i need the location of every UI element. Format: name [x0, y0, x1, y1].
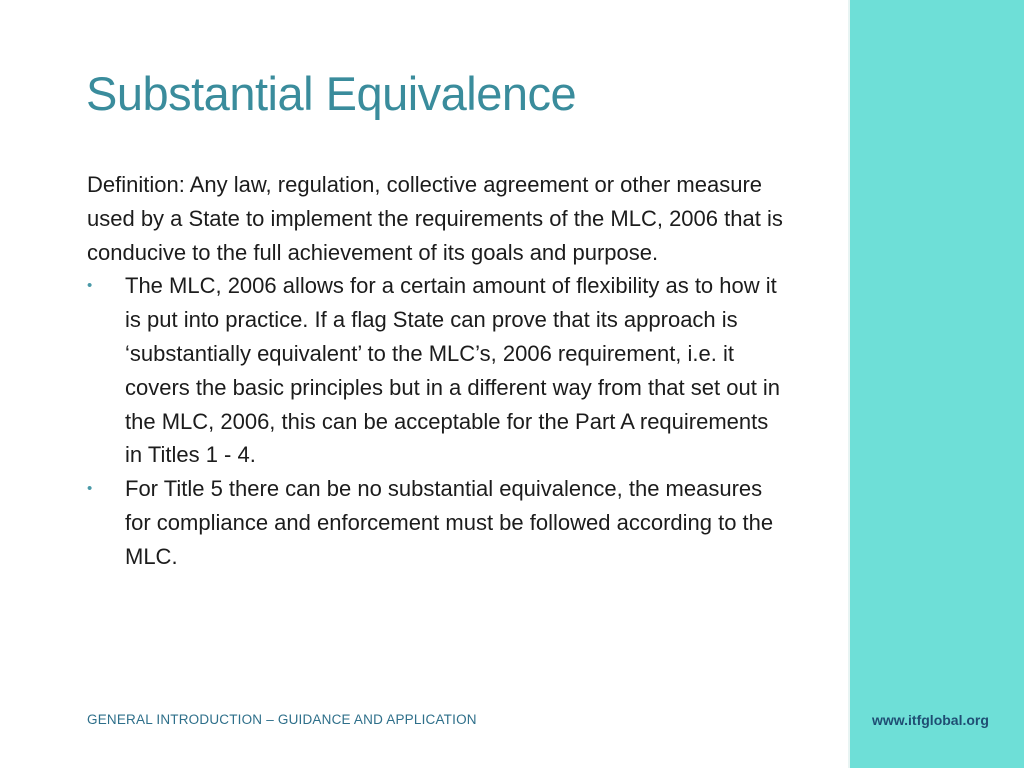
bullet-item-title-5 — [87, 472, 787, 573]
definition-paragraph: Definition: Any law, regulation, collective agreement or other measure used by a State to implement the requirements of the MLC, 2006 that is conducive to the full achievement of its goals and purpose. — [87, 172, 783, 265]
bullet-dot-icon: • — [87, 480, 93, 498]
footer-website-link[interactable]: www.itfglobal.org — [872, 712, 989, 728]
bullet-item-flexibility — [87, 269, 787, 472]
footer-section-label: GENERAL INTRODUCTION – GUIDANCE AND APPLICATION — [87, 712, 477, 727]
slide-title: Substantial Equivalence — [86, 67, 577, 120]
bullet-dot-icon: • — [87, 277, 93, 295]
accent-side-bar — [848, 0, 1024, 768]
slide-body — [87, 168, 787, 574]
bullet-text-flexibility: The MLC, 2006 allows for a certain amount of flexibility as to how it is put into practice. If a flag State can prove that its approach is ‘substantially equivalent’ to the MLC’s, 2006 requirement, i.e. it covers the basic principles but in a different way from that set out in the MLC, 2006, this can be acceptable for the Part A requirements in Titles 1 - 4. — [125, 273, 781, 468]
bullet-text-title-5: For Title 5 there can be no substantial equivalence, the measures for compliance and enforcement must be followed according to the MLC. — [125, 476, 774, 569]
bullet-list — [87, 269, 787, 573]
